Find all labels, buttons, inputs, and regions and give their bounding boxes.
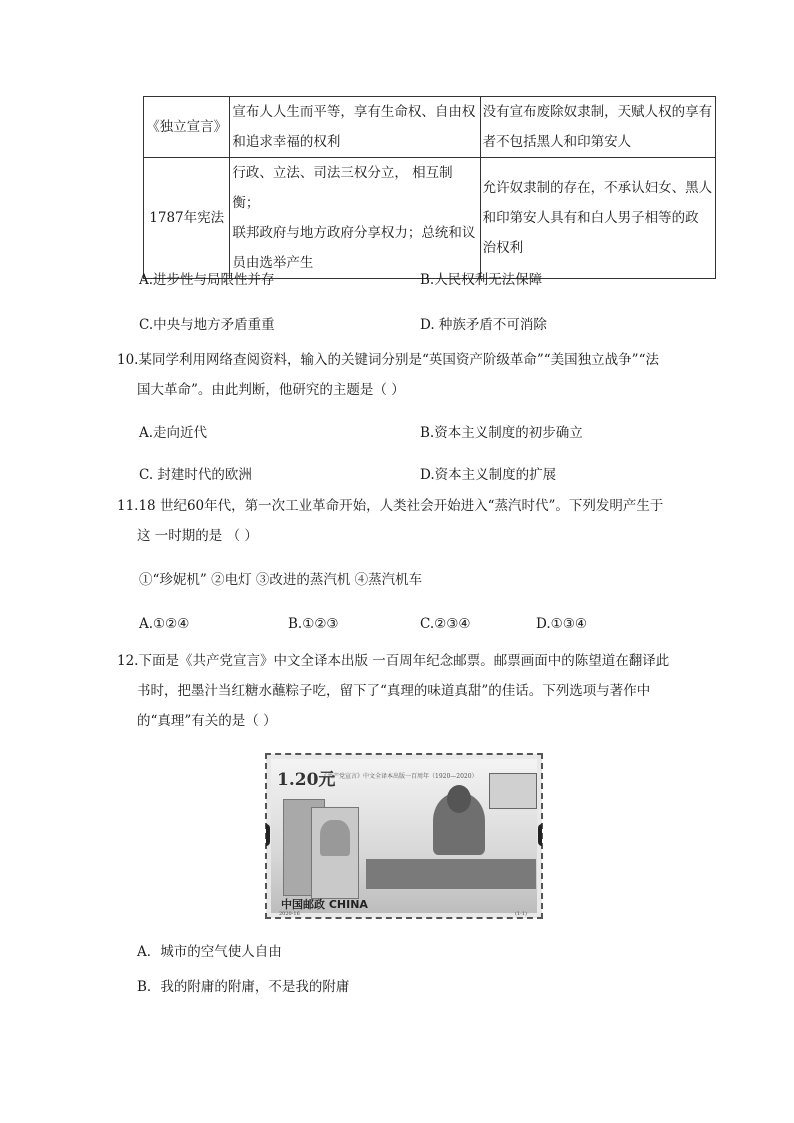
- content-cell: [230, 97, 480, 158]
- table-row: [144, 158, 716, 279]
- stamp-price: 1.20元: [277, 770, 336, 790]
- cell-line: 者不包括黑人和印第安人: [482, 134, 632, 150]
- commemorative-stamp: [266, 754, 542, 918]
- cell-line: 治权利: [482, 240, 524, 256]
- q10-option-c: C. 封建时代的欧洲: [139, 467, 252, 483]
- comparison-table: [143, 96, 716, 279]
- q12-option-a: A．城市的空气使人自由: [137, 944, 282, 960]
- desk-illustration: [366, 859, 536, 889]
- cell-line: 没有宣布废除奴隶制，天赋人权的享有: [482, 104, 713, 120]
- stamp-code-left: 2020-16: [279, 911, 300, 917]
- stamp-title: 《共产党宣言》中文全译本出版一百周年（1920—2020）: [321, 773, 478, 780]
- cell-line: 宣布人人生而平等，享有生命权、自由权: [232, 104, 476, 120]
- cell-line: 行政、立法、司法三权分立， 相互制衡；: [232, 165, 453, 211]
- limit-cell: [480, 97, 715, 158]
- table-row: [144, 97, 716, 158]
- q9-option-d: D. 种族矛盾不可消除: [420, 317, 547, 333]
- stamp-notch-left: [266, 824, 270, 846]
- q10-option-d: D.资本主义制度的扩展: [420, 467, 557, 483]
- translator-head: [447, 785, 471, 813]
- q12-stem-line3: 的“真理”有关的是（ ）: [137, 713, 277, 729]
- stamp-postal-mark: 中国邮政 CHINA: [281, 898, 368, 911]
- q11-option-a: A.①②④: [139, 616, 190, 632]
- cell-line: 和追求幸福的权利: [232, 134, 341, 150]
- q10-stem-line1: 10.某同学利用网络查阅资料，输入的关键词分别是“英国资产阶级革命”“美国独立战争”“法: [117, 352, 659, 368]
- cell-line: 员由选举产生: [232, 255, 314, 271]
- row-name-cell: [144, 97, 230, 158]
- q9-option-a: A.进步性与局限性并存: [139, 272, 275, 288]
- q9-option-c: C.中央与地方矛盾重重: [139, 317, 275, 333]
- q11-option-c: C.②③④: [420, 616, 471, 632]
- book-cover-illustration: [311, 807, 359, 899]
- q11-option-d: D.①③④: [536, 616, 587, 632]
- q9-option-b: B.人民权利无法保障: [420, 272, 543, 288]
- row-name: 1787年宪法: [149, 210, 225, 226]
- limit-cell: [480, 158, 715, 279]
- q11-stem-line2: 这 一时期的是 （ ）: [137, 528, 258, 544]
- row-name-cell: [144, 158, 230, 279]
- row-name: 《独立宣言》: [146, 119, 228, 135]
- q11-stem-line1: 11.18 世纪60年代，第一次工业革命开始，人类社会开始进入“蒸汽时代”。下列发明产生于: [117, 498, 664, 514]
- q10-option-a: A.走向近代: [139, 425, 208, 441]
- content-cell: [230, 158, 480, 279]
- cell-line: 联邦政府与地方政府分享权力；总统和议: [232, 225, 476, 241]
- q11-option-b: B.①②③: [288, 616, 339, 632]
- q10-stem-line2: 国大革命”。由此判断，他研究的主题是（ ）: [137, 382, 405, 398]
- q12-stem-line2: 书时，把墨汁当红糖水蘸粽子吃，留下了“真理的味道真甜”的佳话。下列选项与著作中: [137, 683, 651, 699]
- building-illustration: [489, 773, 537, 809]
- q12-stem-line1: 12.下面是《共产党宣言》中文全译本出版 一百周年纪念邮票。邮票画面中的陈望道在翻译此: [117, 653, 670, 669]
- cell-line: 允许奴隶制的存在，不承认妇女、黑人: [482, 180, 713, 196]
- portrait-illustration: [320, 820, 350, 856]
- q10-option-b: B.资本主义制度的初步确立: [420, 425, 583, 441]
- stamp-artwork: [271, 759, 537, 917]
- q11-items: ①“珍妮机” ②电灯 ③改进的蒸汽机 ④蒸汽机车: [139, 572, 423, 588]
- stamp-notch-right: [538, 824, 542, 846]
- stamp-code-right: (1-1): [515, 911, 527, 917]
- cell-line: 和印第安人具有和白人男子相等的政: [482, 210, 699, 226]
- q12-option-b: B．我的附庸的附庸，不是我的附庸: [137, 979, 350, 995]
